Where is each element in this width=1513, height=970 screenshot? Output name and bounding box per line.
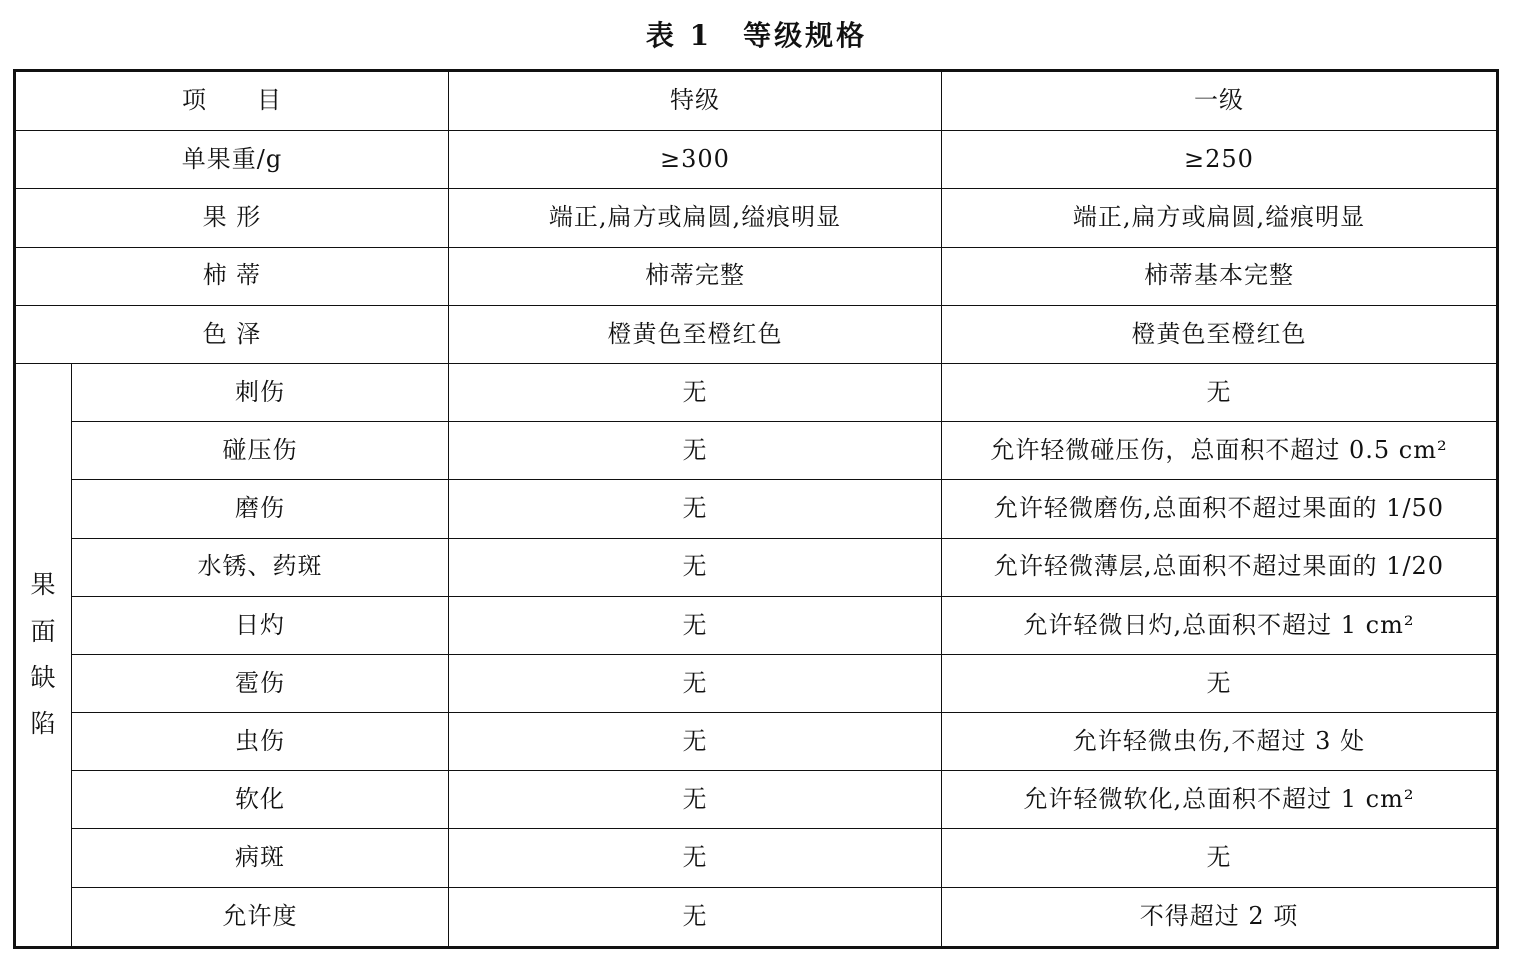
table-row xyxy=(15,305,1498,363)
defect-row xyxy=(15,654,1498,712)
defect-item-cell: 磨伤 xyxy=(72,480,449,538)
table-row xyxy=(15,189,1498,247)
defect-row xyxy=(15,422,1498,480)
defect-first-cell: 不得超过 2 项 xyxy=(942,887,1498,947)
defect-first-cell: 允许轻微日灼,总面积不超过 1 cm² xyxy=(942,596,1498,654)
defect-item-cell: 病斑 xyxy=(72,829,449,887)
row-special-cell: 端正,扁方或扁圆,缢痕明显 xyxy=(449,189,942,247)
defect-item-cell: 水锈、药斑 xyxy=(72,538,449,596)
header-item: 项 目 xyxy=(15,71,449,131)
defect-group-label: 果面缺陷 xyxy=(30,570,57,739)
header-special-grade: 特级 xyxy=(449,71,942,131)
header-first-grade: 一级 xyxy=(942,71,1498,131)
defect-row xyxy=(15,538,1498,596)
defect-first-cell: 允许轻微薄层,总面积不超过果面的 1/20 xyxy=(942,538,1498,596)
defect-item-cell: 软化 xyxy=(72,771,449,829)
row-special-cell: ≥300 xyxy=(449,131,942,189)
defect-group-cell xyxy=(15,363,72,947)
row-item-cell: 柿 蒂 xyxy=(15,247,449,305)
defect-special-cell: 无 xyxy=(449,771,942,829)
defect-row xyxy=(15,713,1498,771)
defect-first-cell: 无 xyxy=(942,829,1498,887)
defect-first-cell: 无 xyxy=(942,363,1498,421)
defect-first-cell: 允许轻微虫伤,不超过 3 处 xyxy=(942,713,1498,771)
table-row xyxy=(15,247,1498,305)
row-first-cell: 橙黄色至橙红色 xyxy=(942,305,1498,363)
defect-first-cell: 允许轻微磨伤,总面积不超过果面的 1/50 xyxy=(942,480,1498,538)
row-first-cell: 柿蒂基本完整 xyxy=(942,247,1498,305)
defect-first-cell: 允许轻微软化,总面积不超过 1 cm² xyxy=(942,771,1498,829)
defect-special-cell: 无 xyxy=(449,480,942,538)
defect-item-cell: 虫伤 xyxy=(72,713,449,771)
row-first-cell: 端正,扁方或扁圆,缢痕明显 xyxy=(942,189,1498,247)
table-title: 表 1 等级规格 xyxy=(645,19,868,52)
defect-special-cell: 无 xyxy=(449,363,942,421)
defect-row xyxy=(15,771,1498,829)
defect-special-cell: 无 xyxy=(449,422,942,480)
defect-row xyxy=(15,829,1498,887)
defect-item-cell: 允许度 xyxy=(72,887,449,947)
row-special-cell: 橙黄色至橙红色 xyxy=(449,305,942,363)
defect-special-cell: 无 xyxy=(449,538,942,596)
defect-row xyxy=(15,887,1498,947)
row-special-cell: 柿蒂完整 xyxy=(449,247,942,305)
defect-special-cell: 无 xyxy=(449,654,942,712)
defect-item-cell: 刺伤 xyxy=(72,363,449,421)
table-body xyxy=(15,71,1498,948)
defect-first-cell: 无 xyxy=(942,654,1498,712)
defect-item-cell: 雹伤 xyxy=(72,654,449,712)
header-row xyxy=(15,71,1498,131)
row-first-cell: ≥250 xyxy=(942,131,1498,189)
defect-item-cell: 日灼 xyxy=(72,596,449,654)
grade-spec-table xyxy=(13,69,1499,949)
defect-item-cell: 碰压伤 xyxy=(72,422,449,480)
defect-row xyxy=(15,480,1498,538)
table-row xyxy=(15,131,1498,189)
row-item-cell: 色 泽 xyxy=(15,305,449,363)
defect-special-cell: 无 xyxy=(449,887,942,947)
defect-row xyxy=(15,596,1498,654)
row-item-cell: 单果重/g xyxy=(15,131,449,189)
defect-row xyxy=(15,363,1498,421)
defect-first-cell: 允许轻微碰压伤，总面积不超过 0.5 cm² xyxy=(942,422,1498,480)
defect-special-cell: 无 xyxy=(449,829,942,887)
row-item-cell: 果 形 xyxy=(15,189,449,247)
defect-special-cell: 无 xyxy=(449,713,942,771)
defect-special-cell: 无 xyxy=(449,596,942,654)
